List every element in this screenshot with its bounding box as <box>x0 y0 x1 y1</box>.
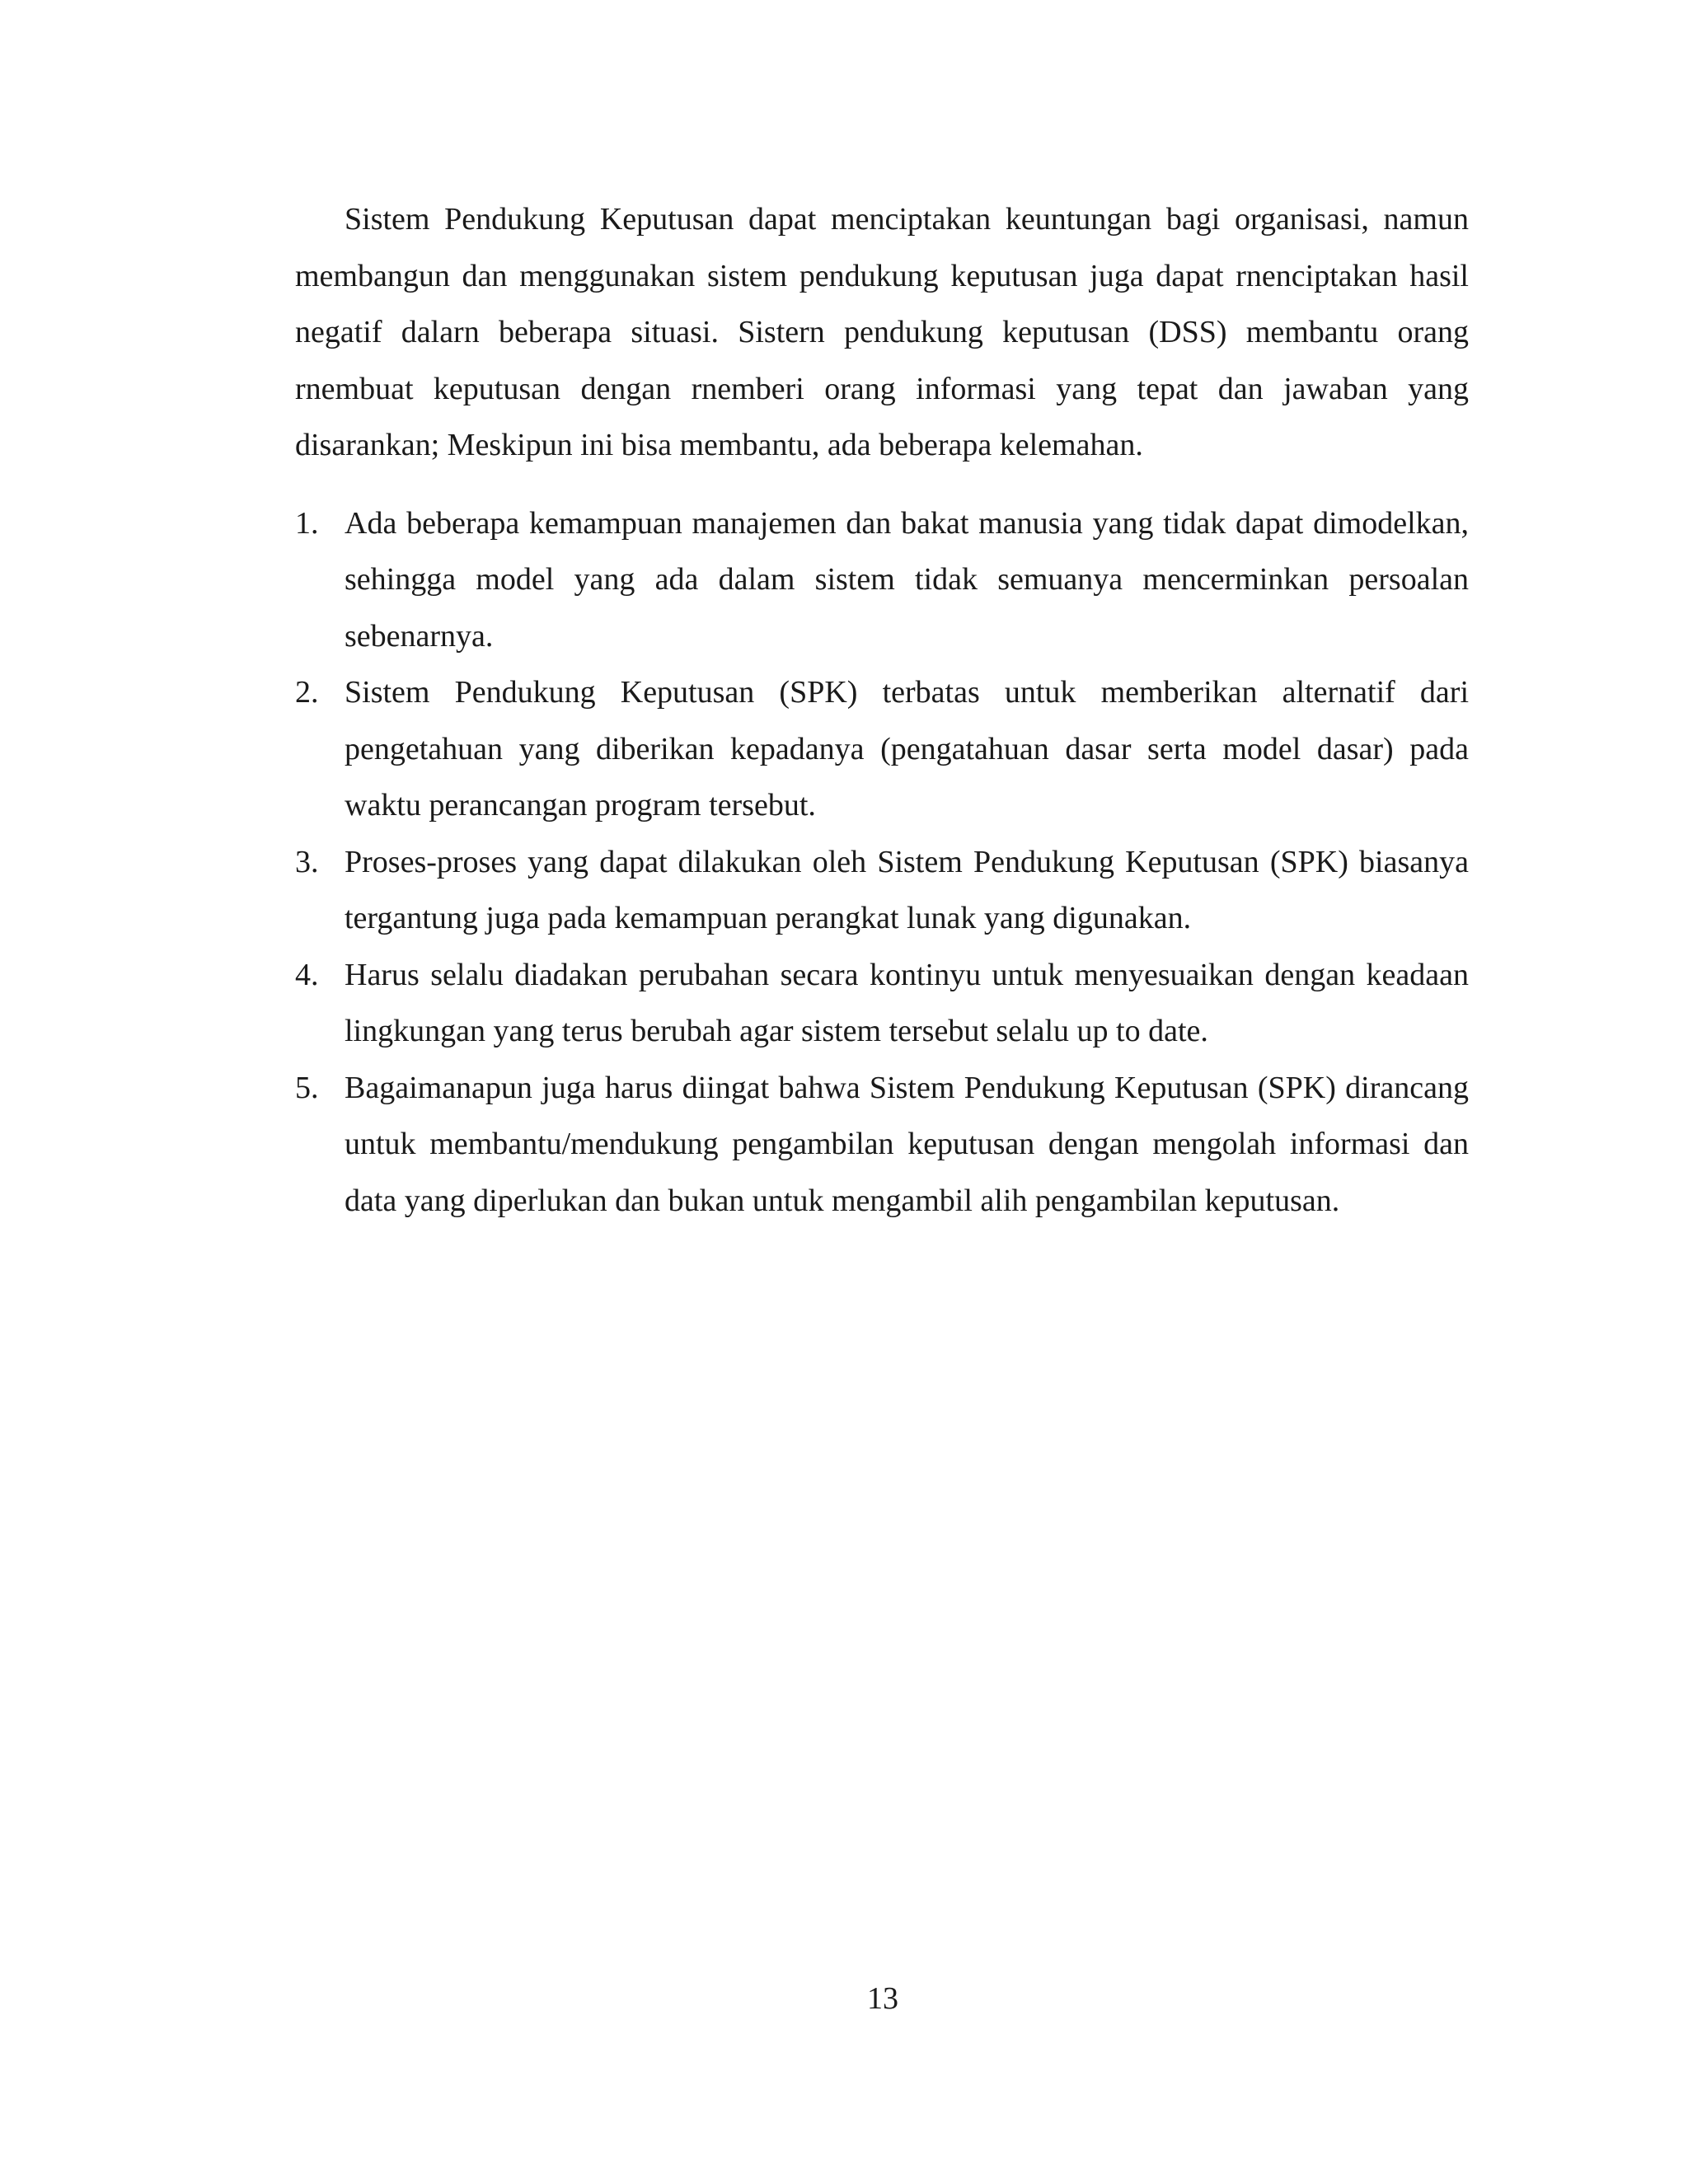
intro-paragraph: Sistem Pendukung Keputusan dapat menciptakan keuntungan bagi organisasi, namun membangun dan menggunakan sistem pendukung keputusan juga dapat rnenciptakan hasil negatif dalarn beberapa situasi. Sistern pendukung keputusan (DSS) membantu orang rnembuat keputusan dengan rnemberi orang informasi yang tepat dan jawaban yang disarankan; Meskipun ini bisa membantu, ada beberapa kelemahan. <box>295 202 1469 462</box>
list-item-number: 1. <box>295 505 319 541</box>
list-item-text: Proses-proses yang dapat dilakukan oleh Sistem Pendukung Keputusan (SPK) biasanya tergantung juga pada kemampuan perangkat lunak yang digunakan. <box>345 844 1469 935</box>
list-item <box>295 947 1469 1060</box>
list-item <box>295 495 1469 665</box>
list-item-text: Ada beberapa kemampuan manajemen dan bakat manusia yang tidak dapat dimodelkan, sehingga model yang ada dalam sistem tidak semuanya mencerminkan persoalan sebenarnya. <box>345 505 1469 654</box>
page-number: 13 <box>867 1981 898 2016</box>
list-item <box>295 1060 1469 1230</box>
list-item-number: 2. <box>295 675 319 710</box>
list-item-number: 4. <box>295 957 319 992</box>
list-item-number: 3. <box>295 844 319 879</box>
list-item-text: Sistem Pendukung Keputusan (SPK) terbatas untuk memberikan alternatif dari pengetahuan yang diberikan kepadanya (pengatahuan dasar serta model dasar) pada waktu perancangan program tersebut. <box>345 675 1469 823</box>
page-body <box>295 191 1469 1229</box>
list-item <box>295 834 1469 947</box>
list-item <box>295 664 1469 834</box>
weakness-list <box>295 495 1469 1230</box>
list-item-number: 5. <box>295 1070 319 1105</box>
list-item-text: Harus selalu diadakan perubahan secara kontinyu untuk menyesuaikan dengan keadaan lingkungan yang terus berubah agar sistem tersebut selalu up to date. <box>345 957 1469 1048</box>
list-item-text: Bagaimanapun juga harus diingat bahwa Sistem Pendukung Keputusan (SPK) dirancang untuk membantu/mendukung pengambilan keputusan dengan mengolah informasi dan data yang diperlukan dan bukan untuk mengambil alih pengambilan keputusan. <box>345 1070 1469 1218</box>
